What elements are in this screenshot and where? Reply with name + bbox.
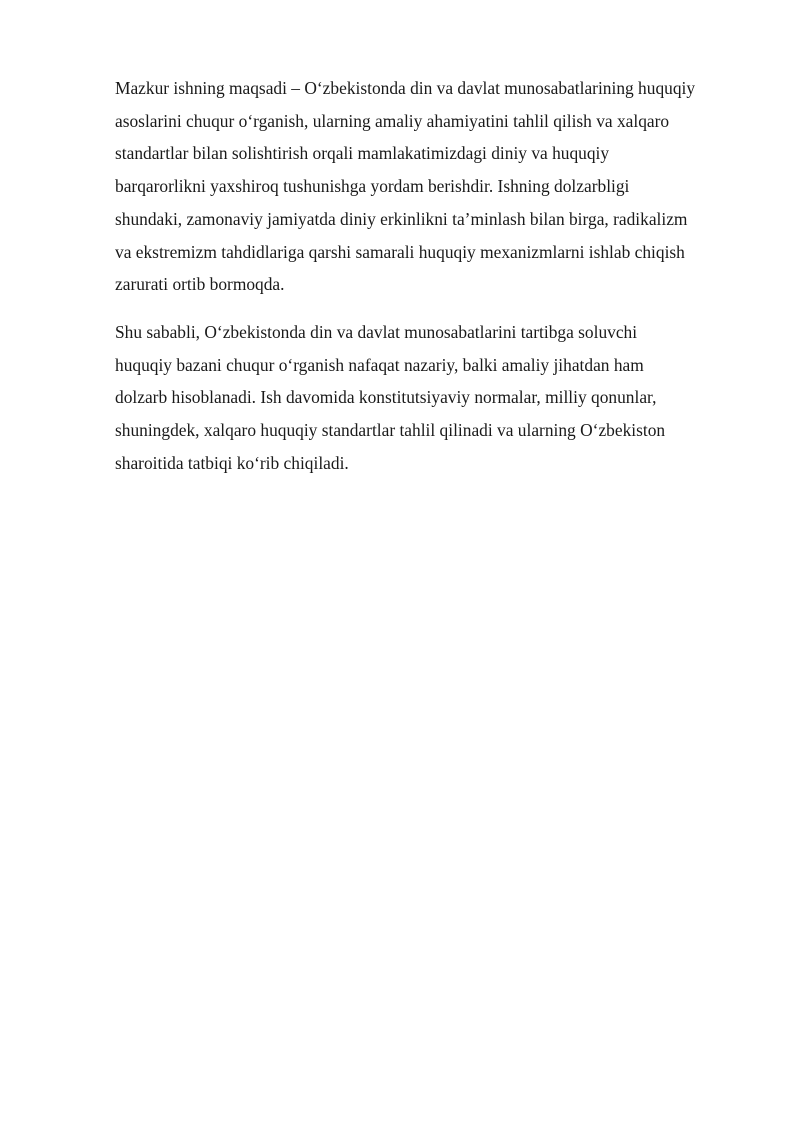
text-line: barqarorlikni yaxshiroq tushunishga yordam berishdir. Ishning dolzarbligi: [115, 176, 630, 197]
paragraph-2: [115, 316, 755, 480]
text-line: asoslarini chuqur o‘rganish, ularning amaliy ahamiyatini tahlil qilish va xalqaro: [115, 110, 670, 131]
text-line: Mazkur ishning maqsadi – O‘zbekistonda din va davlat munosabatlarining huquqiy: [115, 78, 696, 98]
text-line: dolzarb hisoblanadi. Ish davomida konstitutsiyaviy normalar, milliy qonunlar,: [115, 387, 657, 408]
text-line: shuningdek, xalqaro huquqiy standartlar tahlil qilinadi va ularning O‘zbekiston: [115, 420, 666, 441]
text-line: zarurati ortib bormoqda.: [115, 274, 285, 295]
text-line: shundaki, zamonaviy jamiyatda diniy erkinlikni ta’minlash bilan birga, radikalizm: [115, 208, 688, 229]
document-body: [115, 72, 755, 494]
paragraph-1: [115, 72, 755, 301]
text-line: sharoitida tatbiqi ko‘rib chiqiladi.: [115, 452, 349, 473]
text-line: huquqiy bazani chuqur o‘rganish nafaqat nazariy, balki amaliy jihatdan ham: [115, 354, 644, 375]
text-line: Shu sababli, O‘zbekistonda din va davlat munosabatlarini tartibga soluvchi: [115, 321, 638, 342]
text-line: va ekstremizm tahdidlariga qarshi samarali huquqiy mexanizmlarni ishlab chiqish: [115, 241, 685, 262]
text-line: standartlar bilan solishtirish orqali mamlakatimizdagi diniy va huquqiy: [115, 143, 610, 164]
